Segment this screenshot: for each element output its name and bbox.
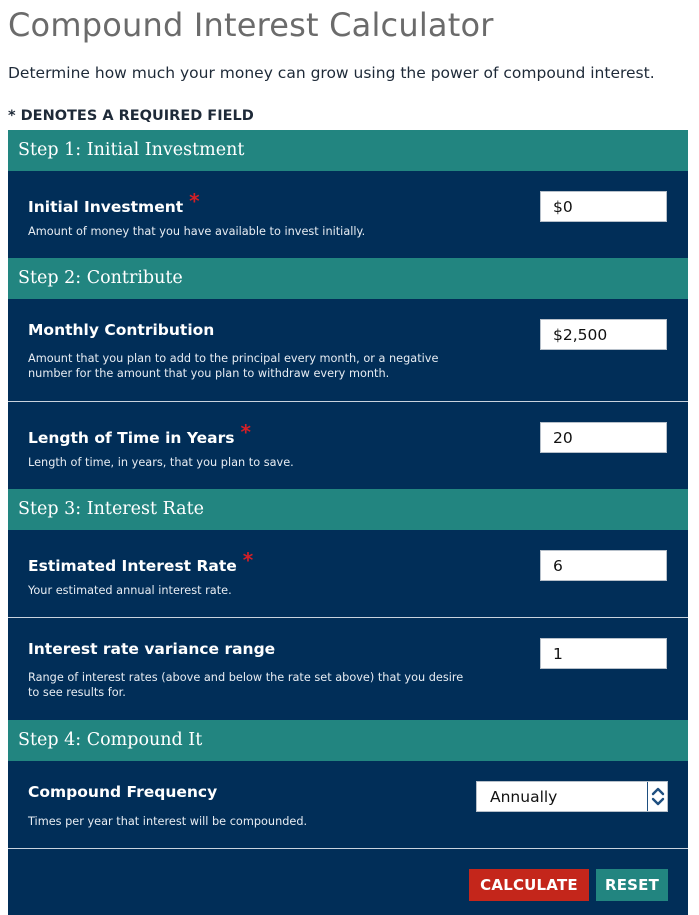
monthly-contribution-row <box>8 299 688 401</box>
compound-frequency-selected-value: Annually <box>490 788 558 806</box>
interest-variance-label <box>28 640 275 658</box>
length-of-time-label <box>28 420 251 448</box>
compound-frequency-row <box>8 761 688 848</box>
required-field-note: * DENOTES A REQUIRED FIELD <box>8 108 254 124</box>
estimated-interest-rate-label <box>28 548 254 576</box>
step-1-header: Step 1: Initial Investment <box>8 130 688 171</box>
initial-investment-label-text: Initial Investment <box>28 198 184 216</box>
length-of-time-label-text: Length of Time in Years <box>28 429 235 447</box>
up-down-chevron-icon[interactable] <box>647 782 667 811</box>
length-of-time-input[interactable] <box>540 422 667 453</box>
compound-frequency-help: Times per year that interest will be compounded. <box>28 815 308 828</box>
reset-button[interactable]: RESET <box>596 869 668 901</box>
page-description: Determine how much your money can grow using the power of compound interest. <box>8 64 655 82</box>
monthly-contribution-help: Amount that you plan to add to the principal every month, or a negative number for the amount that you plan to withdraw every month. <box>28 352 439 380</box>
estimated-interest-rate-help: Your estimated annual interest rate. <box>28 584 232 597</box>
interest-variance-label-text: Interest rate variance range <box>28 640 276 658</box>
required-marker: * <box>242 548 254 572</box>
compound-frequency-select[interactable] <box>476 781 668 812</box>
monthly-contribution-label-text: Monthly Contribution <box>28 321 215 339</box>
calculate-button[interactable]: CALCULATE <box>469 869 589 901</box>
required-marker: * <box>240 420 251 444</box>
interest-variance-row <box>8 617 688 720</box>
step-2-header: Step 2: Contribute <box>8 258 688 299</box>
initial-investment-row <box>8 171 688 258</box>
interest-variance-input[interactable] <box>540 638 667 669</box>
monthly-contribution-label <box>28 321 214 339</box>
compound-frequency-label <box>28 783 217 801</box>
interest-variance-help: Range of interest rates (above and below the rate set above) that you desire to see results for. <box>28 671 464 699</box>
page-title: Compound Interest Calculator <box>8 6 494 44</box>
step-4-header: Step 4: Compound It <box>8 720 688 761</box>
step-3-header: Step 3: Interest Rate <box>8 489 688 530</box>
estimated-interest-rate-label-text: Estimated Interest Rate <box>28 557 237 575</box>
calculator-form <box>8 130 688 915</box>
initial-investment-label <box>28 189 200 217</box>
required-marker: * <box>189 189 200 213</box>
compound-frequency-label-text: Compound Frequency <box>28 783 218 801</box>
estimated-interest-rate-input[interactable] <box>540 550 667 581</box>
initial-investment-help: Amount of money that you have available to invest initially. <box>28 225 366 238</box>
estimated-interest-rate-row <box>8 530 688 617</box>
initial-investment-input[interactable] <box>540 191 667 222</box>
length-of-time-row <box>8 401 688 489</box>
length-of-time-help: Length of time, in years, that you plan to save. <box>28 456 294 469</box>
monthly-contribution-input[interactable] <box>540 319 667 350</box>
